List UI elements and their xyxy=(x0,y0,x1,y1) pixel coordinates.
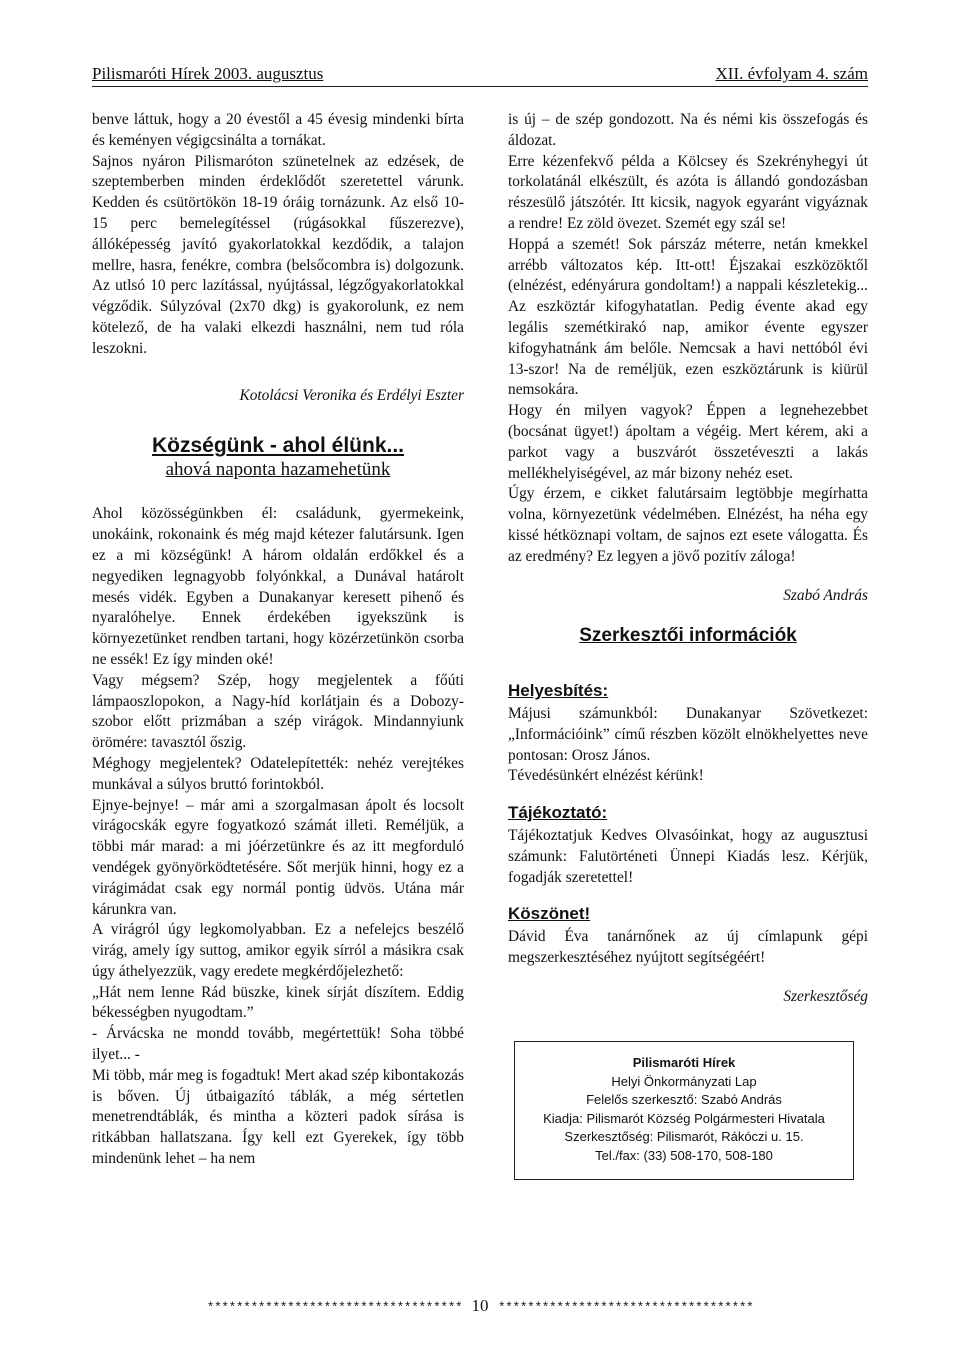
article-continuation-paragraph: is új – de szép gondozott. Na és némi kis összefogás és áldozat. xyxy=(508,111,868,149)
article-continuation-paragraph: Hogy én milyen vagyok? Éppen a legnehezebbet (bocsánat ügyet!) ápoltam a végéig. Mert kérem, aki a parkot vagy a buszvárót összetéveszti a lakás mellékhelyiségével, az már bizony nehéz eset. xyxy=(508,402,868,482)
imprint-box xyxy=(514,1041,854,1180)
article-continuation-paragraph: Erre kézenfekvő példa a Kölcsey és Szekrényhegyi út torkolatánál elkészült, és azóta is állandó gondozásban részesülő játszótér. Itt kicsik, nagyok egyaránt vigyáznak a rendre! Ez zöld övezet. Szemét egy szál se! xyxy=(508,152,868,232)
correction-paragraph: Tévedésünkért elnézést kérünk! xyxy=(508,767,704,785)
imprint-line: Felelős szerkesztő: Szabó András xyxy=(586,1092,782,1108)
article-paragraph: Vagy mégsem? Szép, hogy megjelentek a főúti lámpaoszlopokon, a Nagy-híd korlátjain és a Dobozy-szobor előtt prizmában a szép virágok. Mindannyiunk örömére: tavasztól őszig. xyxy=(92,671,464,752)
article-quote: „Hát nem lenne Rád büszke, kinek sírját díszítem. Eddig békességben nyugodtam.” xyxy=(92,983,464,1022)
article-continuation-paragraph: Úgy érzem, e cikket falutársaim legtöbbje megírhatta volna, környezetünk védelmében. Elnézést, ha néha egy kissé hétköznapi voltam, de sajnos ezt esete válogatta. És az eredmény? Ez legyen a jövő pozitív záloga! xyxy=(508,485,868,565)
imprint-line: Szerkesztőség: Pilismarót, Rákóczi u. 15. xyxy=(564,1129,804,1145)
editorial-info-title: Szerkesztői információk xyxy=(579,625,797,647)
intro-paragraph: benve láttuk, hogy a 20 évestől a 45 évesig mindenki bírta és keményen végigcsinálta a tornákat. xyxy=(92,111,464,149)
notice-paragraph: Tájékoztatjuk Kedves Olvasóinkat, hogy az augusztusi számunk: Falutörténeti Ünnepi Kiadás lesz. Kérjük, fogadják szeretettel! xyxy=(508,826,868,886)
imprint-title: Pilismaróti Hírek xyxy=(632,1055,736,1071)
imprint-line: Kiadja: Pilismarót Község Polgármesteri Hivatala xyxy=(543,1110,825,1126)
intro-signature: Kotolácsi Veronika és Erdélyi Eszter xyxy=(239,386,464,404)
left-column xyxy=(92,110,464,1170)
article-paragraph: A virágról úgy legkomolyabban. Ez a nefelejcs beszélő virág, amely így suttog, amikor egyik sírról a másikra csak úgy áthelyezzük, vagy eredete megkérdőjelezhető: xyxy=(92,921,464,980)
page-header xyxy=(92,64,868,87)
page-number: 10 xyxy=(471,1296,489,1315)
page-footer xyxy=(92,1296,868,1316)
editor-signature: Szerkesztőség xyxy=(783,987,868,1005)
article-title: Községünk - ahol élünk... xyxy=(151,434,405,458)
article-subtitle: ahová naponta hazamehetünk xyxy=(165,459,391,481)
article-paragraph: Ejnye-bejnye! – már ami a szorgalmasan ápolt és locsolt virágocskák egyre fogyatkozó számát illeti. Reméljük, a többi már marad: a mi jóérzetünkre és az itt megforduló vendégek gyönyörködtetésére. Sőt merjük hinni, hogy ez a virágimádat csak egy normál pontig üdvös. Utána már kárunkra van. xyxy=(92,796,464,918)
article-heading xyxy=(92,434,464,482)
footer-stars-right: *********************************** xyxy=(497,1300,754,1315)
imprint-line: Tel./fax: (33) 508-170, 508-180 xyxy=(595,1147,773,1163)
header-publication-date: Pilismaróti Hírek 2003. augusztus xyxy=(92,64,324,83)
article-paragraph: Mi több, már meg is fogadtuk! Mert akad szép kibontakozás is bőven. Új útbaigazító táblák, a még sértetlen menetrendtáblák, és mintha a közteri padok sírása is ritkábban hallatszana. Így kell ezt Gyerekek, így több mindenünk lehet – ha nem xyxy=(92,1066,464,1168)
imprint-line: Helyi Önkormányzati Lap xyxy=(611,1073,757,1089)
footer-stars-left: *********************************** xyxy=(206,1300,463,1315)
header-volume-issue: XII. évfolyam 4. szám xyxy=(715,64,868,83)
intro-paragraph: Sajnos nyáron Pilismaróton szünetelnek az edzések, de szeptemberben minden érdeklődőt szeretettel várunk. Kedden és csütörtökön 18-19 óráig tornázunk. Az első 10-15 perc bemelegítéssel (rúgásokkal fűszerezve), állóképesség javító gyakorlatokkal kezdődik, a talajon mellre, hasra, fenékre, combra (belsőcombra is) dolgozunk. Az utlsó 10 perc lazítással, nyújtással, légzőgyakorlatokkal végződik. Súlyzóval (2x70 dkg) is gyakorolunk, ez nem kötelező, de ha valaki elkezdi használni, nem tud róla leszokni. xyxy=(92,152,464,357)
notice-heading: Tájékoztató: xyxy=(508,803,608,823)
right-column xyxy=(508,110,868,1180)
article-paragraph: Méghogy megjelentek? Odatelepítették: nehéz verejtékes munkával a súlyos bruttó forintokból. xyxy=(92,754,464,793)
article-paragraph: - Árvácska ne mondd tovább, megértettük! Soha többé ilyet... - xyxy=(92,1025,464,1064)
article-paragraph: Ahol közösségünkben él: családunk, gyermekeink, unokáink, rokonaink és még majd kétezer falutársunk. Igen ez a mi községünk! A három oldalán erdőkkel és a negyediken legnagyobb folyónkkal, a Dunával határolt mesés vidék. Egyben a Dunakanyar keresett pihenő és nyaralóhelye. Ennek érdekében igyekszünk is környezetünket rendben tartani, hogy közérzetünkön csorba ne essék! Ez így minden oké! xyxy=(92,505,464,668)
article-continuation-paragraph: Hoppá a szemét! Sok párszáz méterre, netán kmekkel arrébb változatos kép. Itt-ott! Éjszakai eszközöktől (elnézést, edényárura gondoltam!) a nappali készletekig... Az eszköztár kifogyhatatlan. Pedig évente akad egy legális szemétkirakó nap, amikor évente egyszer kifogyhatnánk ám belőle. Nemcsak a havi nettóból évi 13-szor! Na de reméljük, ezen eszköztárunk is kiürül nemsokára. xyxy=(508,235,868,399)
correction-paragraph: Májusi számunkból: Dunakanyar Szövetkezet: „Információink” című részben közölt elnökhelyettes neve pontosan: Orosz János. xyxy=(508,704,868,764)
article-signature: Szabó András xyxy=(783,586,868,604)
thanks-heading: Köszönet! xyxy=(508,904,591,924)
thanks-paragraph: Dávid Éva tanárnőnek az új címlapunk gépi megszerkesztéséhez nyújtott segítségéért! xyxy=(508,928,868,966)
correction-heading: Helyesbítés: xyxy=(508,681,609,701)
